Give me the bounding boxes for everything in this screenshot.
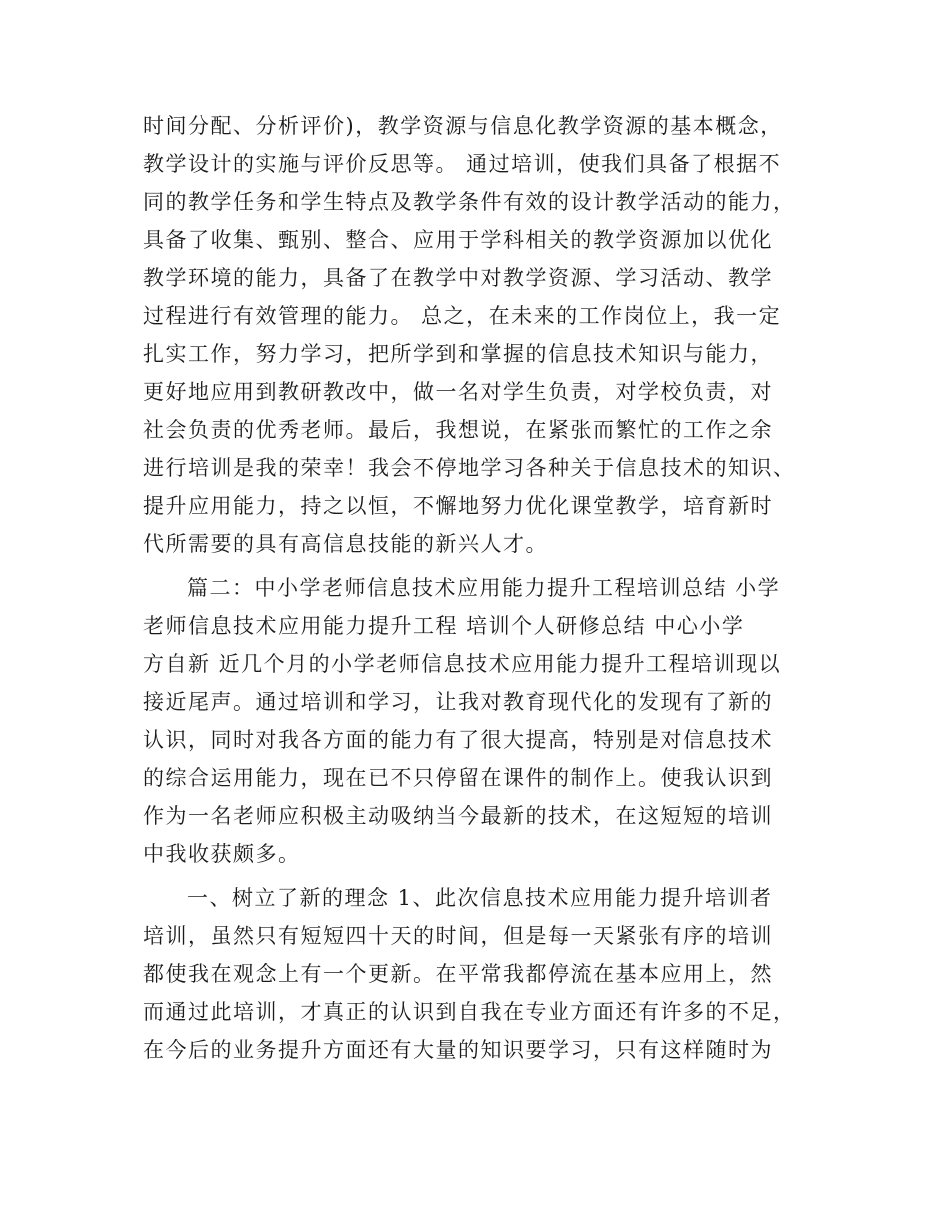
text-line: 教学设计的实施与评价反思等。 通过培训，使我们具备了根据不 [143,152,782,176]
text-line: 代所需要的具有高信息技能的新兴人才。 [143,532,548,556]
text-line: 而通过此培训，才真正的认识到自我在专业方面还有许多的不足， [143,1000,796,1024]
text-line: 扎实工作，努力学习，把所学到和掌握的信息技术知识与能力， [143,342,773,366]
paragraph-start-line: 篇二：中小学老师信息技术应用能力提升工程培训总结 小学 [187,576,781,600]
document-body [143,107,813,1069]
text-line: 老师信息技术应用能力提升工程 培训个人研修总结 中心小学 [143,614,745,638]
text-line: 认识，同时对我各方面的能力有了很大提高，特别是对信息技术 [143,728,773,752]
text-line: 培训，虽然只有短短四十天的时间，但是每一天紧张有序的培训 [143,924,773,948]
text-line: 的综合运用能力，现在已不只停留在课件的制作上。使我认识到 [143,766,773,790]
text-line: 进行培训是我的荣幸！我会不停地学习各种关于信息技术的知识、 [143,456,796,480]
text-line: 社会负责的优秀老师。最后，我想说，在紧张而繁忙的工作之余 [143,418,773,442]
text-line: 更好地应用到教研教改中，做一名对学生负责，对学校负责，对 [143,380,773,404]
text-line: 在今后的业务提升方面还有大量的知识要学习，只有这样随时为 [143,1038,773,1062]
text-line: 接近尾声。通过培训和学习，让我对教育现代化的发现有了新的 [143,690,773,714]
text-line: 中我收获颇多。 [143,842,301,866]
text-line: 都使我在观念上有一个更新。在平常我都停流在基本应用上，然 [143,962,773,986]
text-line: 作为一名老师应积极主动吸纳当今最新的技术，在这短短的培训 [143,804,773,828]
text-line: 提升应用能力，持之以恒，不懈地努力优化课堂教学，培育新时 [143,494,773,518]
text-line: 教学环境的能力，具备了在教学中对教学资源、学习活动、教学 [143,266,773,290]
text-line: 方自新 近几个月的小学老师信息技术应用能力提升工程培训现以 [143,652,782,676]
text-line: 时间分配、分析评价)，教学资源与信息化教学资源的基本概念， [143,114,783,138]
text-line: 过程进行有效管理的能力。 总之，在未来的工作岗位上，我一定 [143,304,782,328]
text-line: 同的教学任务和学生特点及教学条件有效的设计教学活动的能力， [143,190,796,214]
text-line: 具备了收集、甄别、整合、应用于学科相关的教学资源加以优化 [143,228,773,252]
paragraph-start-line: 一、树立了新的理念 1、此次信息技术应用能力提升培训者 [187,886,773,910]
